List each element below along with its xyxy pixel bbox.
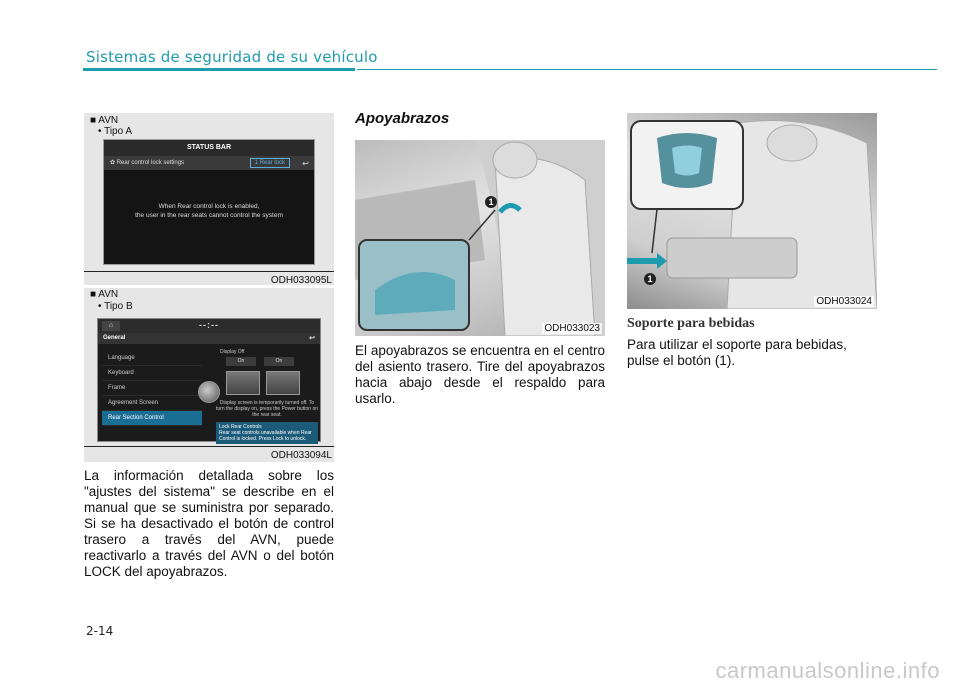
figure-avn-type-b — [84, 288, 334, 462]
settings-bar — [104, 156, 314, 170]
armrest-illustration — [355, 140, 605, 336]
home-icon: ⌂ — [102, 321, 120, 331]
armrest-photo — [355, 140, 605, 336]
figure-divider — [84, 446, 334, 447]
section-title: General — [103, 335, 126, 341]
avn-screen-type-b — [97, 318, 321, 442]
display-thumbnails — [216, 371, 318, 397]
screen-thumbnail-icon — [266, 371, 300, 395]
section-title-cupholder: Soporte para bebidas — [627, 316, 755, 331]
figure-avn-type-a — [84, 113, 334, 285]
display-off-label: Display Off — [220, 349, 245, 355]
figure-code: ODH033094L — [270, 450, 332, 461]
photo-code: ODH033023 — [544, 323, 600, 334]
figure-label: ■ AVN — [90, 289, 119, 300]
page-header-title: Sistemas de seguridad de su vehículo — [86, 48, 378, 66]
rear-lock-button: 1 Rear lock — [250, 158, 290, 168]
header-rule-thick — [83, 68, 355, 71]
figure-sublabel: • Tipo A — [98, 126, 133, 137]
display-note: Display screen is temporarily turned off. To turn the display on, press the Power button on the rear seat. — [216, 400, 319, 418]
avn-description-text: La información detallada sobre los "ajustes del sistema" se describe en el manual que se suministra por separado. Si se ha desactivado el botón de control trasero a través del AVN, puede reactivarlo a través del AVN o del botón LOCK del apoyabrazos. — [84, 468, 334, 579]
watermark: carmanualsonline.info — [715, 658, 940, 683]
callout-1: 1 — [485, 196, 497, 208]
back-icon: ↩ — [309, 335, 315, 342]
screen-thumbnail-icon — [226, 371, 260, 395]
menu-item-keyboard: Keyboard — [102, 366, 202, 381]
menu-item-rear-section-control: Rear Section Control — [102, 411, 202, 426]
section-bar — [98, 333, 320, 344]
rear-control-panel — [216, 349, 318, 444]
cupholder-photo — [627, 113, 877, 309]
screen-top-bar — [98, 319, 320, 333]
figure-sublabel: • Tipo B — [98, 301, 133, 312]
figure-divider — [84, 271, 334, 272]
lock-title: Lock Rear Controls — [219, 424, 262, 430]
section-title-armrest: Apoyabrazos — [355, 110, 450, 127]
settings-menu — [102, 351, 202, 426]
clock-display: --:-- — [199, 320, 219, 330]
menu-item-language: Language — [102, 351, 202, 366]
cupholder-description-text: Para utilizar el soporte para bebidas, pulse el botón (1). — [627, 337, 847, 368]
lock-message: When Rear control lock is enabled, the user in the rear seats cannot control the system — [135, 203, 283, 219]
lock-rear-controls — [216, 422, 318, 444]
menu-item-agreement-screen: Agreement Screen — [102, 396, 202, 411]
figure-label: ■ AVN — [90, 115, 119, 126]
armrest-description-text: El apoyabrazos se encuentra en el centro del asiento trasero. Tire del apoyabrazos hacia abajo desde el respaldo para usarlo. — [355, 343, 605, 406]
header-rule-thin — [357, 69, 937, 70]
on-button-2: On — [264, 357, 294, 366]
photo-code: ODH033024 — [816, 296, 872, 307]
menu-item-frame: Frame — [102, 381, 202, 396]
cupholder-illustration — [627, 113, 877, 309]
back-icon: ↩ — [302, 159, 309, 168]
on-button-1: On — [226, 357, 256, 366]
callout-1: 1 — [644, 273, 656, 285]
avn-screen-type-a — [103, 139, 315, 265]
figure-code: ODH033095L — [270, 275, 332, 286]
status-bar: STATUS BAR — [104, 140, 314, 156]
setting-label: ✿ Rear control lock settings — [110, 160, 185, 166]
lock-note: Rear seat controls unavailable when Rear Control is locked. Press Lock to unlock. — [219, 430, 312, 442]
page-number: 2-14 — [86, 624, 114, 638]
